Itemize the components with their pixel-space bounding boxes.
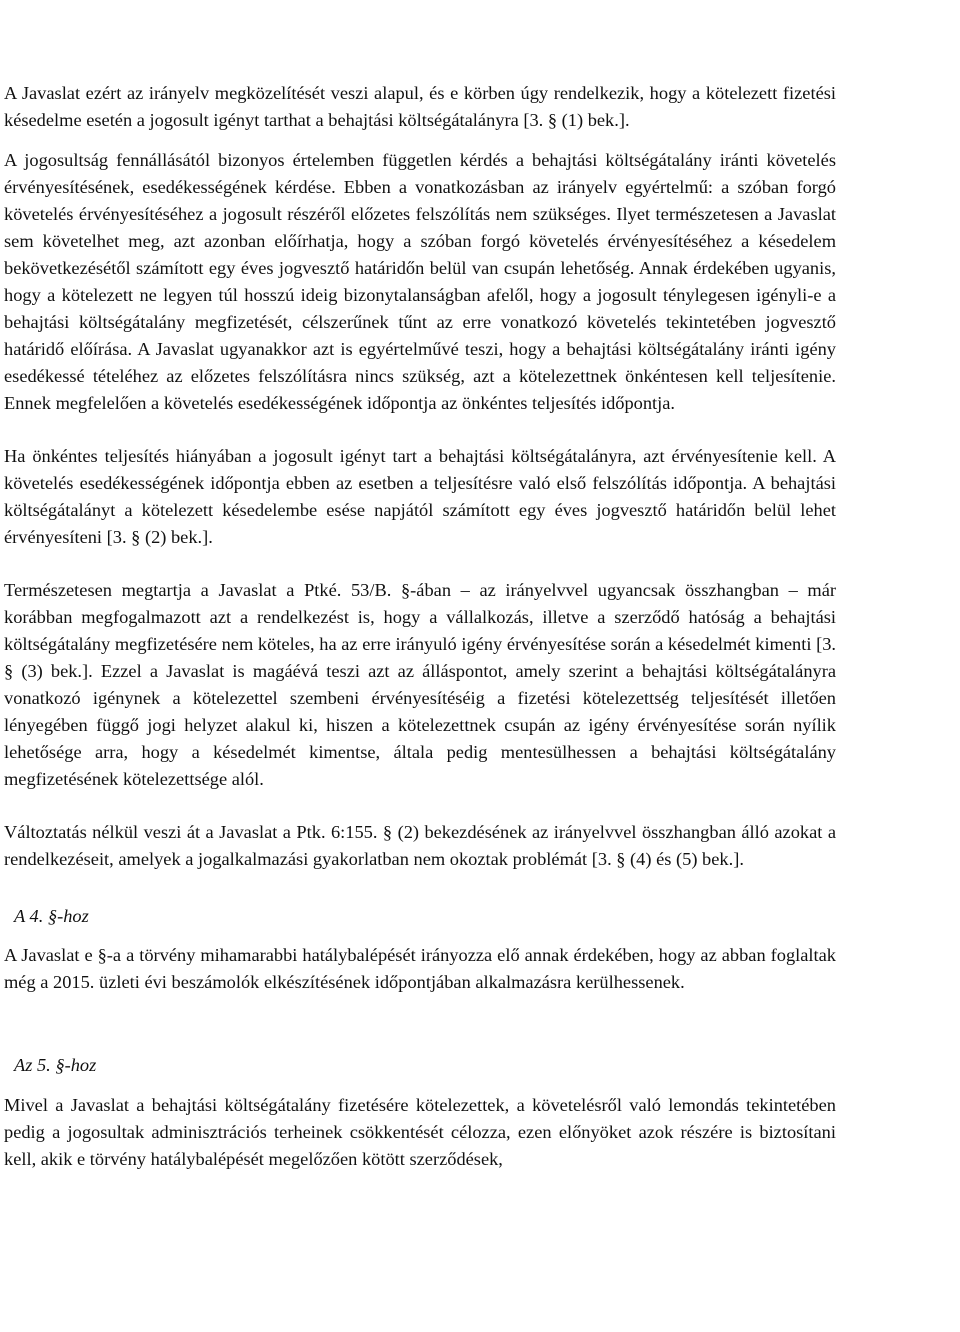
paragraph-6: A Javaslat e §-a a törvény mihamarabbi hatálybalépését irányozza elő annak érdekében, hogy az abban foglaltak még a 2015. üzleti évi beszámolók elkészítésének időpontjában alkalmazásra kerülhessenek. (4, 945, 836, 992)
document-page (4, 80, 836, 1173)
paragraph-1: A Javaslat ezért az irányelv megközelítését veszi alapul, és e körben úgy rendelkezik, hogy a kötelezett fizetési késedelme esetén a jogosult igényt tarthat a behajtási költségátalányra [3. § (1) bek.]. (4, 83, 836, 130)
section-heading-5: Az 5. §-hoz (14, 1055, 97, 1075)
section-heading-4: A 4. §-hoz (14, 906, 89, 926)
paragraph-5: Változtatás nélkül veszi át a Javaslat a Ptk. 6:155. § (2) bekezdésének az irányelvvel összhangban álló azokat a rendelkezéseit, amelyek a jogalkalmazási gyakorlatban nem okoztak problémát [3. § (4) és (5) bek.]. (4, 822, 836, 869)
paragraph-3: Ha önkéntes teljesítés hiányában a jogosult igényt tart a behajtási költségátalányra, azt érvényesítenie kell. A követelés esedékességének időpontja ebben az esetben a teljesítésre való első felszólítás időpontja. A behajtási költségátalányt a kötelezett késedelembe esése napjától számított egy éves jogvesztő határidőn belül lehet érvényesíteni [3. § (2) bek.]. (4, 446, 836, 547)
paragraph-7: Mivel a Javaslat a behajtási költségátalány fizetésére kötelezettek, a követelésről való lemondás tekintetében pedig a jogosultak adminisztrációs terheinek csökkentését célozza, ezen előnyöket azok részére is biztosítani kell, akik e törvény hatálybalépését megelőzően kötött szerződések, (4, 1095, 836, 1169)
paragraph-2: A jogosultság fennállásától bizonyos értelemben független kérdés a behajtási költségátalány iránti követelés érvényesítésének, esedékességének kérdése. Ebben a vonatkozásban az irányelv egyértelmű: a szóban forgó követelés érvényesítéséhez a jogosult részéről előzetes felszólítás nem szükséges. Ilyet természetesen a Javaslat sem követelhet meg, azt azonban előírhatja, hogy a szóban forgó követelés érvényesítéséhez a késedelem bekövetkezésétől számított egy éves jogvesztő határidőn belül van csupán lehetőség. Annak érdekében ugyanis, hogy a kötelezett ne legyen túl hosszú ideig bizonytalanságban afelől, hogy a jogosult ténylegesen igényli-e a behajtási költségátalány megfizetését, célszerűnek tűnt az erre vonatkozó követelés tekintetében jogvesztő határidő előírása. A Javaslat ugyanakkor azt is egyértelművé teszi, hogy a behajtási költségátalány iránti igény esedékessé tételéhez az előzetes felszólításra nincs szükség, azt a kötelezettnek önkéntesen kell teljesítenie. Ennek megfelelően a követelés esedékességének időpontja az önkéntes teljesítés időpontja. (4, 150, 836, 413)
paragraph-4: Természetesen megtartja a Javaslat a Ptké. 53/B. §-ában – az irányelvvel ugyancsak összhangban – már korábban megfogalmazott azt a rendelkezést is, hogy a vállalkozás, illetve a szerződő hatóság a behajtási költségátalány megfizetésére nem köteles, ha az erre irányuló igény érvényesítése során a késedelmét kimenti [3. § (3) bek.]. Ezzel a Javaslat is magáévá teszi azt az álláspontot, amely szerint a behajtási költségátalányra vonatkozó igénynek a kötelezettel szembeni érvényesítéséig a fizetési kötelezettség teljesítését illetően lényegében függő jogi helyzet alakul ki, hiszen a kötelezettnek csupán az igény érvényesítése során nyílik lehetősége arra, hogy a késedelmét kimentse, általa pedig mentesülhessen a behajtási költségátalány megfizetésének kötelezettsége alól. (4, 580, 836, 789)
